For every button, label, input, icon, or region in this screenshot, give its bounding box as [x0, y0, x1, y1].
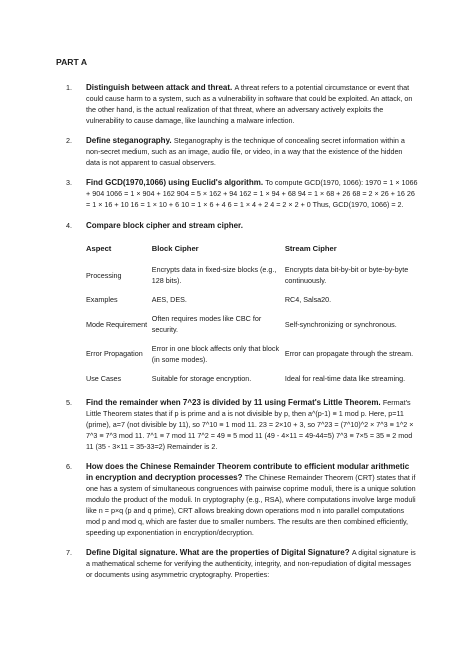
question-item [56, 462, 418, 538]
table-header-cell: Aspect [86, 244, 112, 254]
question-heading: Find GCD(1970,1066) using Euclid's algorithm. [86, 178, 266, 188]
table-header-cell: Stream Cipher [284, 244, 337, 254]
table-cell: Error in one block affects only that block (in some modes). [151, 343, 280, 364]
question-heading: How does the Chinese Remainder Theorem contribute to efficient modular arithmetic in encryption and decryption processes? [86, 462, 410, 483]
table-cell: Error can propagate through the stream. [284, 349, 414, 359]
question-number: 6. [66, 462, 72, 472]
question-heading: Find the remainder when 7^23 is divided by 11 using Fermat's Little Theorem. [86, 398, 383, 408]
question-heading: Compare block cipher and stream cipher. [86, 220, 243, 230]
table-row [86, 261, 418, 291]
table-row [86, 370, 418, 389]
comparison-table [86, 240, 418, 388]
table-cell: Mode Requirement [86, 319, 148, 329]
answer-text: To compute GCD(1970, 1066): 1970 = 1 × 1066 + 904 1066 = 1 × 904 + 162 904 = 5 × 162 + 94 162 = 1 × 94 + 68 94 = 1 × 68 + 26 68 = 2 × 26 + 16 26 = 1 × 16 + 10 16 = 1 × 10 + 6 10 = 1 × 6 + 4 6 = 1 × 4 + 2 4 = 2 × 2 + 0 Thus, GCD(1970, 1066) = 2. [86, 178, 418, 210]
table-cell: Examples [86, 295, 118, 305]
question-number: 7. [66, 548, 72, 557]
question-heading: Define steganography. [86, 136, 174, 146]
table-row [86, 340, 418, 370]
question-heading: Distinguish between attack and threat. [86, 83, 235, 92]
question-item [56, 398, 418, 453]
table-cell: Encrypts data in fixed-size blocks (e.g., 128 bits). [151, 265, 277, 286]
question-list [56, 83, 418, 581]
table-cell: Often requires modes like CBC for security. [151, 314, 262, 334]
question-number: 5. [66, 398, 72, 408]
table-cell: Encrypts data bit-by-bit or byte-by-byte continuously. [284, 265, 409, 286]
question-item [56, 221, 418, 389]
table-cell: Processing [86, 270, 122, 280]
table-cell: Self-synchronizing or synchronous. [284, 319, 397, 329]
answer-text: Fermat's Little Theorem states that if p is prime and a is not divisible by p, then a^(p-1) ≡ 1 mod p. Here, p=11 (prime), a=7 (not divisible by 11), so 7^10 ≡ 1 mod 11. 23 = 2×10 + 3, so 7^23 = (7^10)^2 × 7^3 ≡ 1^2 × 7^3 ≡ 7^3 mod 11. 7^1 ≡ 7 mod 11 7^2 = 49 ≡ 5 mod 11 (49 - 4×11 = 49-44=5) 7^3 ≡ 7×5 = 35 ≡ 2 mod 11 (35 - 3×11 = 35-33=2) Remainder is 2. [86, 398, 414, 451]
table-cell: Suitable for storage encryption. [151, 373, 252, 383]
table-cell: Use Cases [86, 373, 122, 383]
table-row [86, 291, 418, 310]
question-item [56, 136, 418, 169]
table-row [86, 310, 418, 340]
answer-text: A threat refers to a potential circumstance or event that could cause harm to a system, such as a vulnerability in software that could be exploited. An attack, on the other hand, is the actual realization of that threat, where an adversary actively exploits the vulnerability to cause damage, like launching a malware infection. [86, 83, 413, 125]
question-number: 4. [66, 220, 72, 230]
answer-text: The Chinese Remainder Theorem (CRT) states that if one has a system of simultaneous congruences with pairwise coprime moduli, there is a unique solution modulo the product of the moduli. In cryptography (e.g., RSA), where computations involve large moduli like n = p×q (p and q prime), CRT allows breaking down operations mod n into parallel computations mod p and mod q, which are faster due to smaller numbers. The results are then combined efficiently, speeding up exponentiation in encryption/decryption. [86, 473, 416, 537]
question-item [56, 548, 418, 581]
table-cell: AES, DES. [151, 295, 187, 305]
question-item [56, 83, 418, 127]
question-item [56, 178, 418, 211]
part-title: PART A [56, 57, 88, 67]
table-cell: RC4, Salsa20. [284, 295, 332, 305]
table-cell: Error Propagation [86, 349, 143, 359]
question-number: 3. [66, 178, 72, 188]
question-number: 1. [66, 83, 72, 92]
table-header-cell: Block Cipher [151, 244, 199, 254]
table-header-row [86, 240, 418, 261]
question-number: 2. [66, 136, 72, 146]
table-cell: Ideal for real-time data like streaming. [284, 373, 406, 383]
answer-text: Steganography is the technique of concealing secret information within a non-secret medium, such as an image, audio file, or video, in a way that the existence of the hidden data is not apparent to casual observers. [86, 136, 405, 167]
question-heading: Define Digital signature. What are the properties of Digital Signature? [86, 548, 352, 557]
answer-text: A digital signature is a mathematical scheme for verifying the authenticity, integrity, and non-repudiation of digital messages or documents using asymmetric cryptography. Properties: [86, 548, 416, 579]
